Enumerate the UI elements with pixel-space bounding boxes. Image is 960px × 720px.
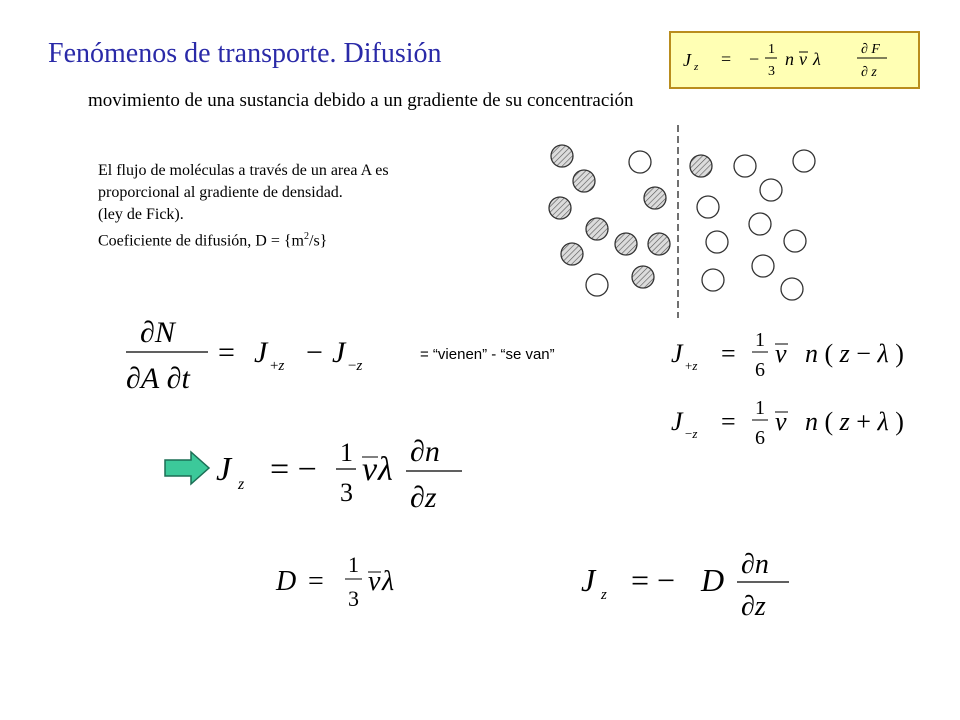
svg-text:z: z — [238, 476, 245, 493]
svg-text:J: J — [683, 50, 691, 70]
svg-text:v: v — [775, 407, 787, 436]
svg-text:D: D — [701, 562, 725, 598]
svg-text:∂A ∂t: ∂A ∂t — [126, 362, 190, 395]
svg-text:3: 3 — [768, 64, 775, 79]
green-right-arrow-icon — [163, 450, 213, 486]
svg-text:−z: −z — [348, 358, 363, 374]
svg-text:v: v — [775, 339, 787, 368]
flux-result-equation — [210, 425, 490, 515]
molecule-sparse — [702, 269, 724, 291]
svg-text:z: z — [601, 587, 607, 603]
svg-text:=: = — [721, 49, 732, 69]
molecule-dense — [586, 218, 608, 240]
svg-text:= −: = − — [631, 562, 676, 598]
vienen-se-van-label: = “vienen” - “se van” — [420, 346, 555, 363]
slide-title: Fenómenos de transporte. Difusión — [48, 38, 442, 69]
svg-text:J: J — [254, 336, 268, 369]
svg-text:λ: λ — [813, 49, 821, 69]
j-minus-equation — [665, 390, 955, 454]
svg-text:1: 1 — [755, 329, 765, 351]
svg-text:J: J — [671, 407, 683, 436]
svg-text:−: − — [306, 336, 323, 369]
molecule-dense — [632, 266, 654, 288]
svg-text:∂n: ∂n — [741, 549, 769, 580]
j-plus-equation — [665, 322, 955, 386]
svg-text:n ( z − λ ): n ( z − λ ) — [805, 339, 904, 368]
svg-text:+z: +z — [685, 358, 698, 373]
svg-text:+z: +z — [270, 358, 285, 374]
svg-text:=: = — [721, 339, 736, 368]
molecules-diagram — [540, 120, 830, 320]
svg-text:=: = — [218, 336, 235, 369]
svg-text:= −: = − — [270, 451, 317, 488]
svg-text:v: v — [362, 451, 378, 488]
svg-text:1: 1 — [348, 552, 359, 577]
svg-text:1: 1 — [340, 438, 353, 467]
svg-text:J: J — [581, 562, 596, 598]
explanation-line-3: (ley de Fick). — [98, 206, 184, 223]
svg-text:λ: λ — [378, 451, 393, 488]
flux-equation-box — [669, 31, 920, 89]
explanation-line-4 — [98, 226, 389, 248]
svg-text:6: 6 — [755, 427, 765, 449]
svg-text:∂ z: ∂ z — [861, 65, 877, 80]
molecule-sparse — [752, 255, 774, 277]
molecule-sparse — [760, 179, 782, 201]
explanation-line-2: proporcional al gradiente de densidad. — [98, 184, 343, 201]
slide-subtitle: movimiento de una sustancia debido a un gradiente de su concentración — [88, 90, 634, 111]
molecule-dense — [690, 155, 712, 177]
flux-equation-box-formula — [671, 33, 918, 87]
svg-text:n ( z + λ ): n ( z + λ ) — [805, 407, 904, 436]
svg-text:∂z: ∂z — [741, 591, 766, 622]
svg-text:J: J — [332, 336, 346, 369]
explanation-line-1: El flujo de moléculas a través de un area A es — [98, 162, 389, 179]
svg-text:1: 1 — [768, 42, 775, 57]
svg-text:∂N: ∂N — [140, 316, 175, 349]
svg-text:J: J — [216, 451, 232, 488]
svg-text:−: − — [749, 49, 760, 69]
svg-text:3: 3 — [340, 478, 353, 507]
svg-text:6: 6 — [755, 359, 765, 381]
svg-text:=: = — [721, 407, 736, 436]
molecule-dense — [648, 233, 670, 255]
diffusion-coefficient-equation — [270, 548, 440, 618]
fick-law-equation — [575, 545, 805, 625]
molecule-sparse — [697, 196, 719, 218]
molecule-sparse — [793, 150, 815, 172]
svg-text:v: v — [799, 49, 807, 69]
svg-text:v: v — [368, 566, 381, 597]
svg-text:−z: −z — [685, 426, 698, 441]
svg-text:λ: λ — [382, 566, 395, 597]
molecule-sparse — [781, 278, 803, 300]
molecule-sparse — [706, 231, 728, 253]
diffusion-units-suffix: /s} — [309, 232, 328, 250]
molecule-dense — [549, 197, 571, 219]
svg-text:J: J — [671, 339, 683, 368]
diffusion-units-prefix: Coeficiente de difusión, D = {m — [98, 232, 304, 250]
svg-text:z: z — [694, 61, 699, 73]
molecule-sparse — [586, 274, 608, 296]
molecule-dense — [573, 170, 595, 192]
molecule-dense — [644, 187, 666, 209]
units-superscript: 2 — [304, 231, 309, 242]
molecule-sparse — [784, 230, 806, 252]
conservation-equation — [120, 310, 420, 400]
molecule-sparse — [734, 155, 756, 177]
svg-text:∂ F: ∂ F — [861, 42, 880, 57]
svg-text:D: D — [276, 566, 297, 597]
svg-text:3: 3 — [348, 586, 359, 611]
svg-text:=: = — [308, 566, 324, 597]
svg-text:1: 1 — [755, 397, 765, 419]
molecule-dense — [561, 243, 583, 265]
molecule-dense — [615, 233, 637, 255]
svg-text:∂n: ∂n — [410, 435, 440, 468]
molecule-dense — [551, 145, 573, 167]
fick-explanation — [98, 160, 389, 248]
molecule-sparse — [629, 151, 651, 173]
svg-text:∂z: ∂z — [410, 481, 437, 514]
svg-text:n: n — [785, 49, 794, 69]
molecule-sparse — [749, 213, 771, 235]
